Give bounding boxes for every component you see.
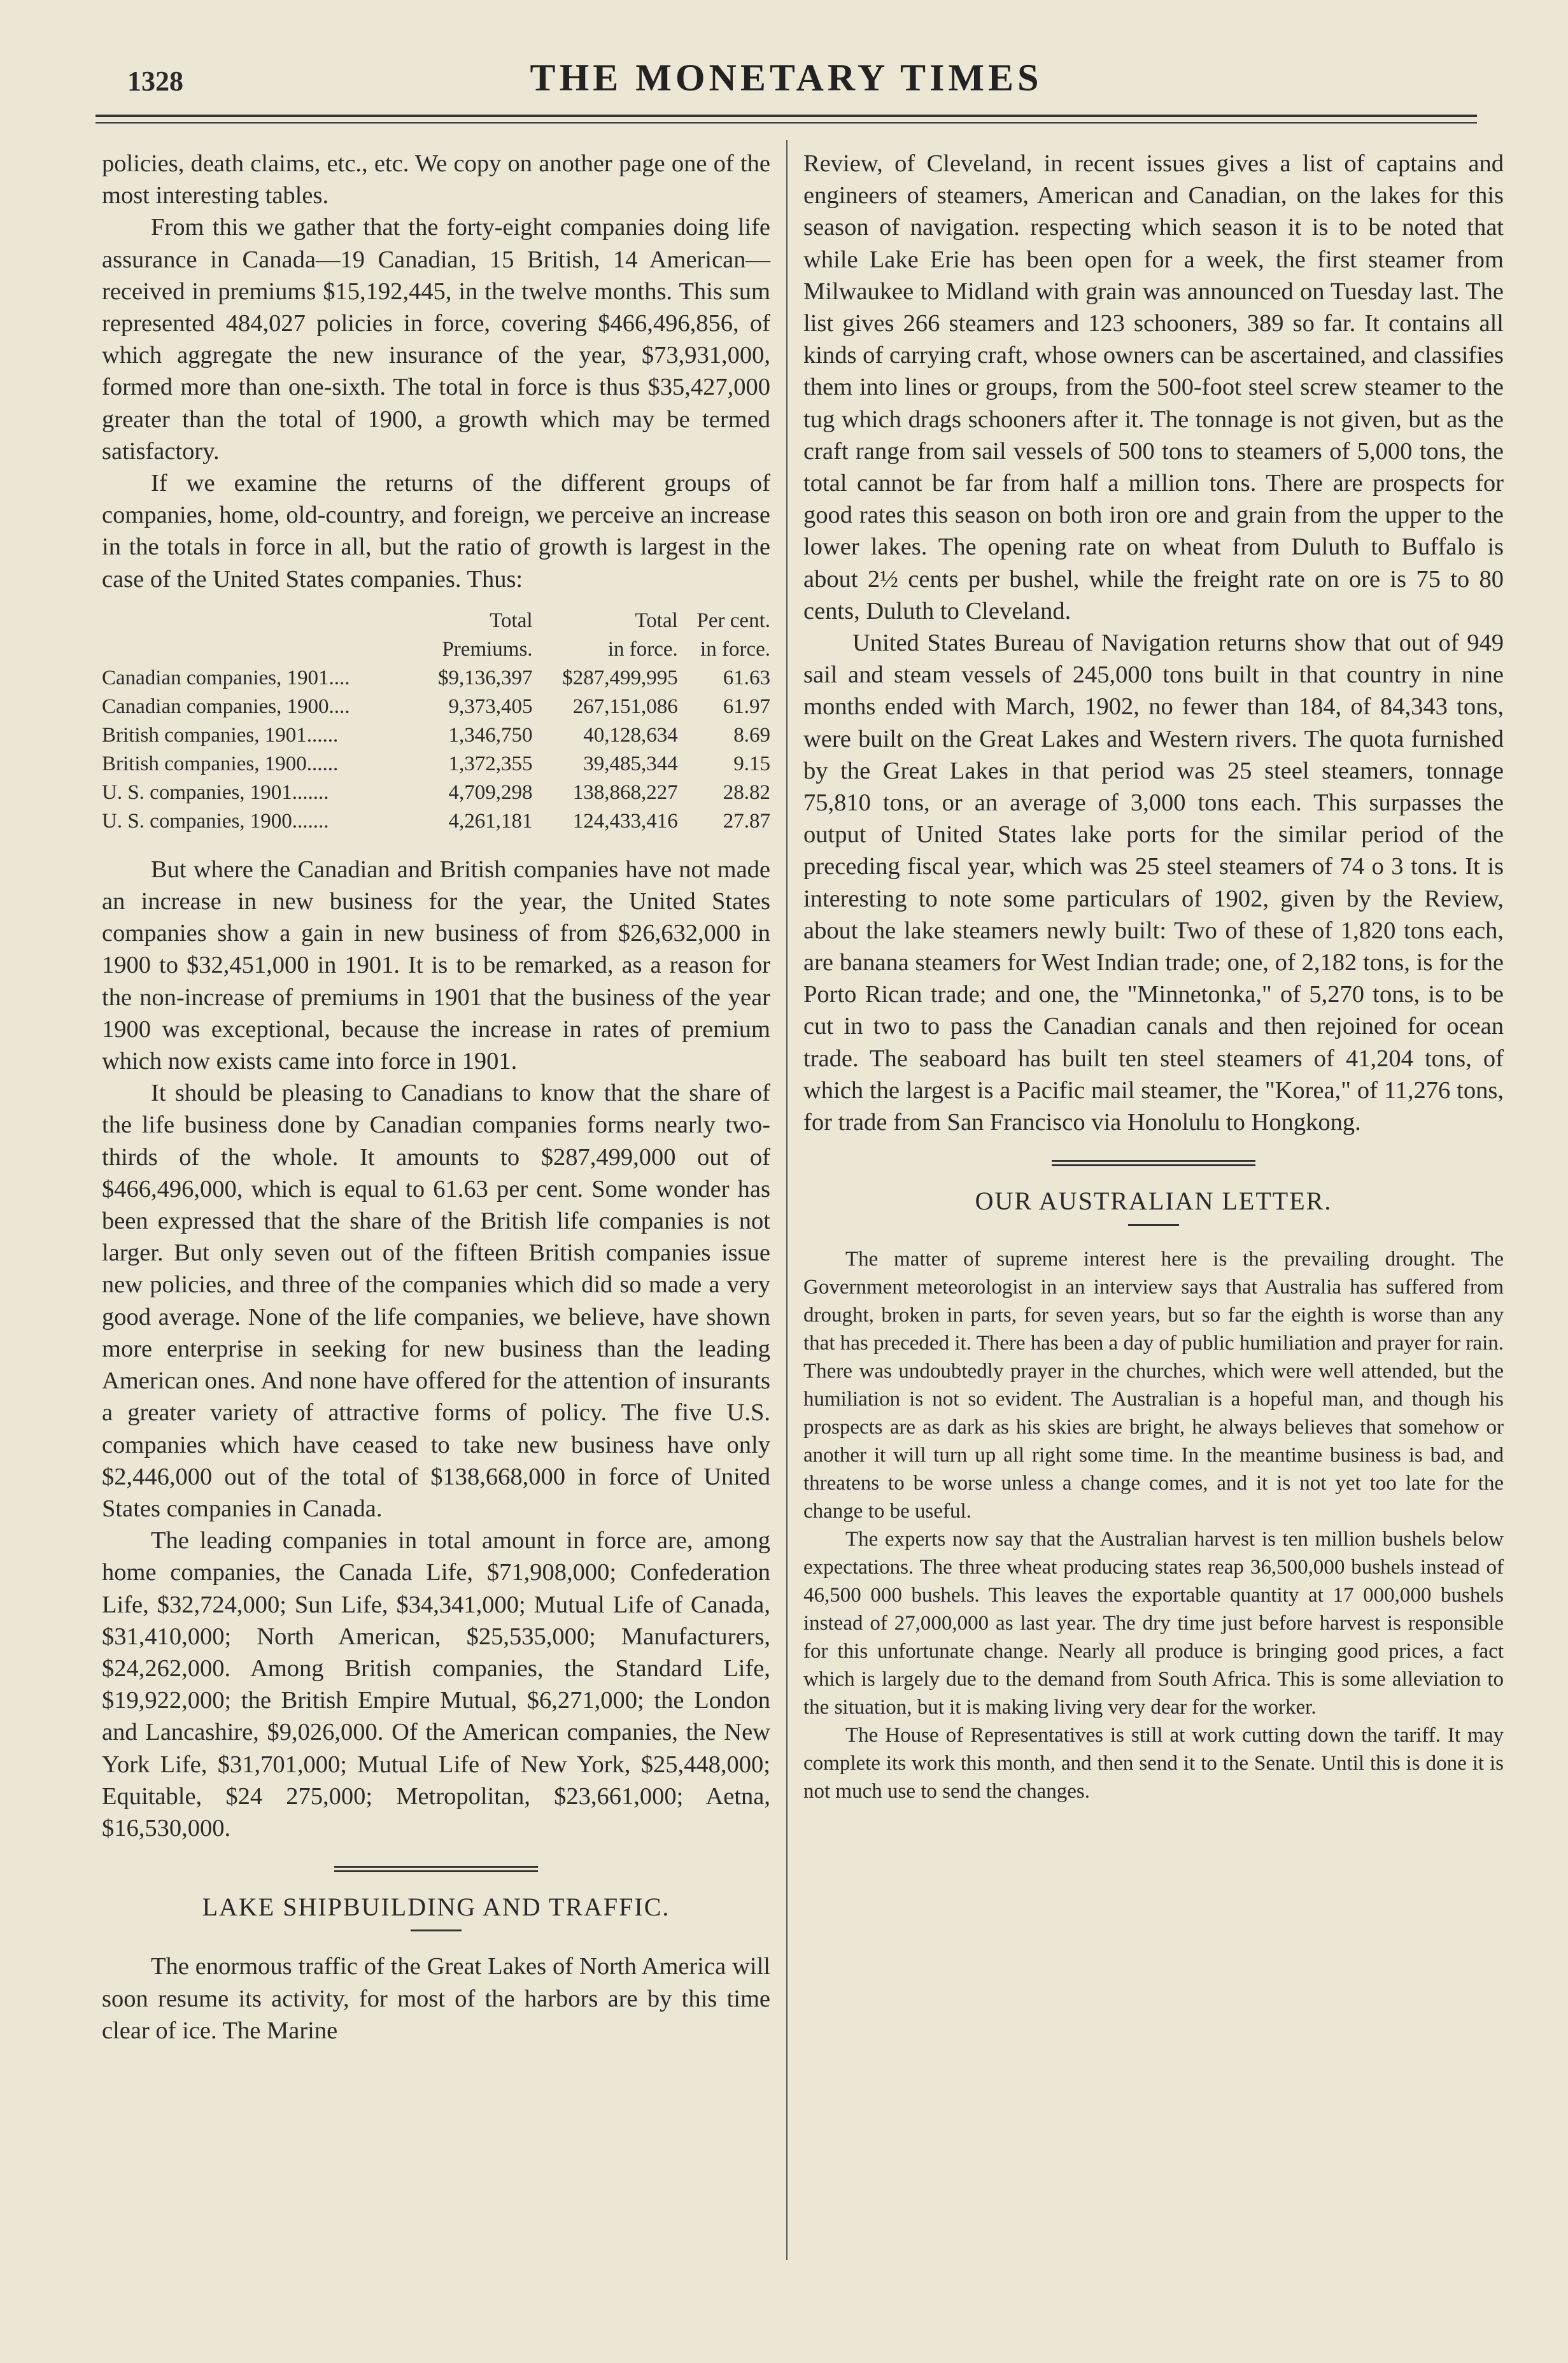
table-row	[102, 807, 770, 836]
table-cell: 39,485,344	[583, 752, 678, 775]
table-cell: U. S. companies, 1900.......	[102, 809, 329, 833]
paragraph: Review, of Cleveland, in recent issues gives a list of captains and engineers of steamers, American and Canadian, on the lakes for this season of navigation. respecting which season it is to be noted that while Lake Erie has been open for a week, the first steamer from Milwaukee to Midland with grain was announced on Tuesday last. The list gives 266 steamers and 123 schooners, 389 so far. It contains all kinds of carrying craft, whose owners can be ascertained, and classifies them into lines or groups, from the 500-foot steel screw steamer to the tug which drags schooners after it. The tonnage is not given, but as the craft range from sail vessels of 500 tons to steamers of 5,000 tons, the total cannot be far from half a million tons. There are prospects for good rates this season on both iron ore and grain from the upper to the lower lakes. The opening rate on wheat from Duluth to Buffalo is about 2½ cents per bushel, while the freight rate on ore is 75 to 80 cents, Duluth to Cleveland.	[803, 150, 1504, 624]
table-cell: 138,868,227	[572, 780, 678, 804]
right-column	[803, 148, 1504, 1805]
paragraph: If we examine the returns of the different groups of companies, home, old-country, and foreign, we perceive an increase in the totals in force in all, but the ratio of growth is largest in the case of the United States companies. Thus:	[102, 470, 770, 593]
table-header	[102, 635, 414, 664]
table-cell: 267,151,086	[572, 695, 678, 718]
table-cell: 1,372,355	[448, 752, 533, 775]
paragraph: policies, death claims, etc., etc. We copy on another page one of the most interesting tables.	[102, 150, 770, 209]
paragraph: But where the Canadian and British companies have not made an increase in new business for the year, the United States companies show a gain in new business of from $26,632,000 in 1900 to $32,451,000 in 1901. It is to be remarked, as a reason for the non-increase of premiums in 1901 that the business of the year 1900 was exceptional, because the increase in rates of premium which now exists came into force in 1901.	[102, 856, 770, 1075]
table-cell: British companies, 1901......	[102, 723, 339, 747]
table-row	[102, 693, 770, 721]
short-rule	[411, 1929, 462, 1931]
column-divider	[786, 140, 788, 2260]
paragraph: United States Bureau of Navigation returns show that out of 949 sail and steam vessels of 245,000 tons built in that country in nine months ended with March, 1902, no fewer than 184, of 84,343 tons, were built on the Great Lakes and Western rivers. The quota furnished by the Great Lakes in that period was 25 steel steamers, tonnage 75,810 tons, or an average of 3,000 tons each. This surpasses the output of United States lake ports for the similar period of the preceding fiscal year, which was 25 steel steamers of 74 o 3 tons. It is interesting to note some particulars of 1902, given by the Review, about the lake steamers newly built: Two of these of 1,820 tons each, are banana steamers for West Indian trade; one, of 2,182 tons, is for the Porto Rican trade; and one, the "Minnetonka," of 5,270 tons, is to be cut in two to pass the Canadian canals and then rejoined for ocean trade. The seaboard has built ten steel steamers of 41,204 tons, of which the largest is a Pacific mail steamer, the "Korea," of 11,276 tons, for trade from San Francisco via Honolulu to Hongkong.	[803, 630, 1504, 1136]
statistics-table	[102, 607, 770, 836]
paragraph: From this we gather that the forty-eight companies doing life assurance in Canada—19 Canadian, 15 British, 14 American—received in premiums $15,192,445, in the twelve months. This sum represented 484,027 policies in force, covering $466,496,856, of which aggregate the new insurance of the year, $73,931,000, formed more than one-sixth. The total in force is thus $35,427,000 greater than the total of 1900, a growth which may be termed satisfactory.	[102, 214, 770, 465]
paragraph: The experts now say that the Australian harvest is ten million bushels below expectations. The three wheat producing states reap 36,500,000 bushels instead of 46,500 000 bushels. This leaves the exportable quantity at 17 000,000 bushels instead of 27,000,000 as last year. The dry time just before harvest is responsible for this unfortunate change. Nearly all produce is bringing good prices, a fact which is largely due to the demand from South Africa. This is some alleviation to the situation, but it is making living very dear for the worker.	[803, 1527, 1504, 1719]
table-cell: 40,128,634	[583, 723, 678, 747]
table-cell: 8.69	[733, 723, 770, 747]
paragraph: It should be pleasing to Canadians to know that the share of the life business done by Canadian companies forms nearly two-thirds of the whole. It amounts to $287,499,000 out of $466,496,000, which is equal to 61.63 per cent. Some wonder has been expressed that the share of the British life companies is not larger. But only seven out of the fifteen British companies issue new policies, and three of the companies which did so made a very good average. None of the life companies, we believe, have shown more enterprise in seeking for new business than the leading American ones. And none have offered for the attention of insurants a greater variety of attractive forms of policy. The five U.S. companies which have ceased to take new business have only $2,446,000 out of the total of $138,668,000 in force of United States companies in Canada.	[102, 1080, 770, 1522]
table-cell: Canadian companies, 1900....	[102, 695, 350, 718]
table-header: Premiums.	[442, 637, 533, 661]
table-row	[102, 721, 770, 750]
paragraph: The leading companies in total amount in force are, among home companies, the Canada Life, $71,908,000; Confederation Life, $32,724,000; Sun Life, $34,341,000; Mutual Life of Canada, $31,410,000; North American, $25,535,000; Manufacturers, $24,262,000. Among British companies, the Standard Life, $19,922,000; the British Empire Mutual, $6,271,000; the London and Lancashire, $9,026,000. Of the American companies, the New York Life, $31,701,000; Mutual Life of New York, $25,448,000; Equitable, $24 275,000; Metropolitan, $23,661,000; Aetna, $16,530,000.	[102, 1527, 770, 1842]
table-cell: $9,136,397	[438, 666, 533, 689]
table-cell: British companies, 1900......	[102, 752, 339, 775]
page-number: 1328	[127, 66, 183, 97]
table-header: in force.	[700, 637, 770, 661]
table-cell: U. S. companies, 1901.......	[102, 780, 329, 804]
table-header	[102, 607, 414, 635]
table-cell: 124,433,416	[572, 809, 678, 833]
left-column	[102, 148, 770, 2047]
table-cell: 28.82	[723, 780, 770, 804]
paragraph: The enormous traffic of the Great Lakes of North America will soon resume its activity, for most of the harbors are by this time clear of ice. The Marine	[102, 1953, 770, 2044]
table-cell: 1,346,750	[448, 723, 533, 747]
table-header-row	[102, 635, 770, 664]
short-rule	[1128, 1224, 1179, 1226]
table-cell: 4,709,298	[448, 780, 533, 804]
table-cell: 27.87	[723, 809, 770, 833]
table-header-row	[102, 607, 770, 635]
table-cell: 4,261,181	[448, 809, 533, 833]
table-cell: 61.97	[723, 695, 770, 718]
table-row	[102, 664, 770, 693]
section-divider	[334, 1866, 538, 1872]
header-rule-bottom	[95, 122, 1477, 123]
table-header: Total	[635, 609, 678, 632]
section-title: LAKE SHIPBUILDING AND TRAFFIC.	[202, 1893, 670, 1922]
table-cell: 9.15	[733, 752, 770, 775]
table-header: Per cent.	[696, 609, 770, 632]
table-row	[102, 779, 770, 807]
table-cell: 61.63	[723, 666, 770, 689]
table-header: Total	[490, 609, 533, 632]
table-row	[102, 750, 770, 779]
header-rule-top	[95, 115, 1477, 117]
table-cell: 9,373,405	[448, 695, 533, 718]
table-cell: $287,499,995	[562, 666, 678, 689]
section-title: OUR AUSTRALIAN LETTER.	[975, 1187, 1332, 1216]
paragraph: The House of Representatives is still at work cutting down the tariff. It may complete its work this month, and then send it to the Senate. Until this is done it is not much use to send the changes.	[803, 1723, 1504, 1803]
table-header: in force.	[607, 637, 678, 661]
paragraph: The matter of supreme interest here is the prevailing drought. The Government meteorologist in an interview says that Australia has suffered from drought, broken in parts, for seven years, but so far the eighth is worse than any that has preceded it. There has been a day of public humiliation and prayer for rain. There was undoubtedly prayer in the churches, which were well attended, but the humiliation is not so evident. The Australian is a hopeful man, and though his prospects are as dark as his skies are bright, he always believes that somehow or another it will turn up all right some time. In the meantime business is bad, and threatens to be worse unless a change comes, and it is not yet too late for the change to be useful.	[803, 1247, 1504, 1523]
table-cell: Canadian companies, 1901....	[102, 666, 350, 689]
masthead-title: THE MONETARY TIMES	[530, 57, 1043, 99]
page-header	[95, 56, 1477, 107]
section-divider	[1052, 1160, 1255, 1166]
